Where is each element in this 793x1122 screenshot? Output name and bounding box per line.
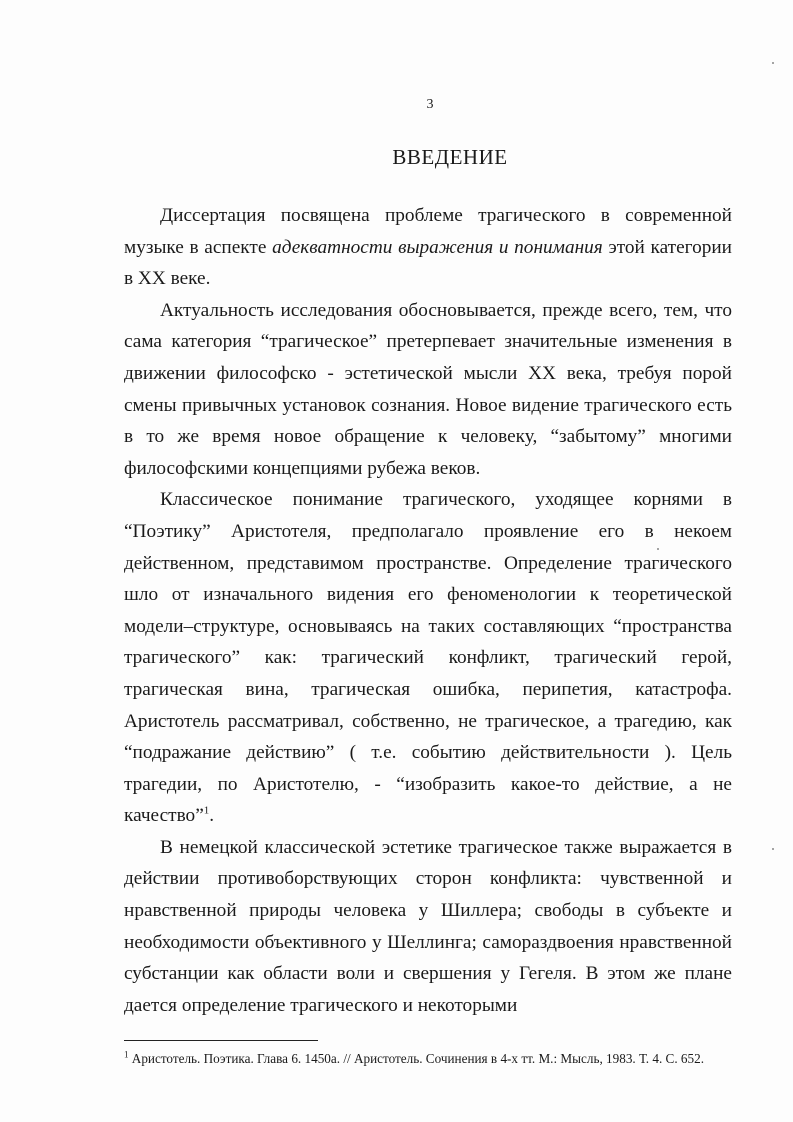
paragraph bbox=[124, 832, 732, 1022]
emphasized-text: адекватности выражения и понимания bbox=[272, 236, 603, 258]
footnote-mark: 1 bbox=[124, 1049, 129, 1060]
footnote bbox=[124, 1050, 732, 1067]
paragraph-text: Классическое понимание трагического, уходящее корнями в “Поэтику” Аристотеля, предполагало проявление его в некоем действенном, представимом пространстве. Определение трагического шло от изначального видения его феноменологии к теоретической модели–структуре, основываясь на таких составляющих “пространства трагического” как: трагический конфликт, трагический герой, трагическая вина, трагическая ошибка, перипетия, катастрофа. Аристотель рассматривал, собственно, не трагическое, а трагедию, как “подражание действию” ( т.е. событию действительности ). Цель трагедии, по Аристотелю, - “изобразить какое-то действие, а не качество” bbox=[124, 489, 732, 827]
paragraph-text: Диссертация посвящена проблеме трагического в современной музыке в аспекте bbox=[124, 205, 732, 258]
paragraph-text: этой категории в XX веке. bbox=[124, 236, 732, 290]
footnote-reference: 1 bbox=[203, 804, 210, 817]
scan-speck bbox=[772, 848, 774, 850]
scan-speck bbox=[772, 62, 774, 64]
footnote-text: Аристотель. Поэтика. Глава 6. 1450а. // Аристотель. Сочинения в 4-х тт. М.: Мысль, 1983. Т. 4. С. 652. bbox=[128, 1051, 705, 1066]
scan-speck bbox=[657, 548, 659, 550]
paragraph bbox=[124, 200, 732, 295]
page-number: 3 bbox=[426, 97, 434, 112]
paragraph-text: Актуальность исследования обосновывается, прежде всего, тем, что сама категория “трагическое” претерпевает значительные изменения в движении философско - эстетической мысли XX века, требуя порой смены привычных установок сознания. Новое видение трагического есть в то же время новое обращение к человеку, “забытому” многими философскими концепциями рубежа веков. bbox=[124, 299, 732, 479]
paragraph-text: В немецкой классической эстетике трагическое также выражается в действии противоборствующих сторон конфликта: чувственной и нравственной природы человека у Шиллера; свободы в субъекте и необходимости объективного у Шеллинга; самораздвоения нравственной субстанции как области воли и свершения у Гегеля. В этом же плане дается определение трагического и некоторыми bbox=[124, 836, 732, 1016]
paragraph bbox=[124, 484, 732, 832]
footnote-divider bbox=[124, 1040, 318, 1041]
body-text bbox=[124, 200, 732, 1021]
paragraph bbox=[124, 295, 732, 485]
paragraph-text: . bbox=[209, 805, 215, 827]
page-title: ВВЕДЕНИЕ bbox=[392, 145, 508, 169]
